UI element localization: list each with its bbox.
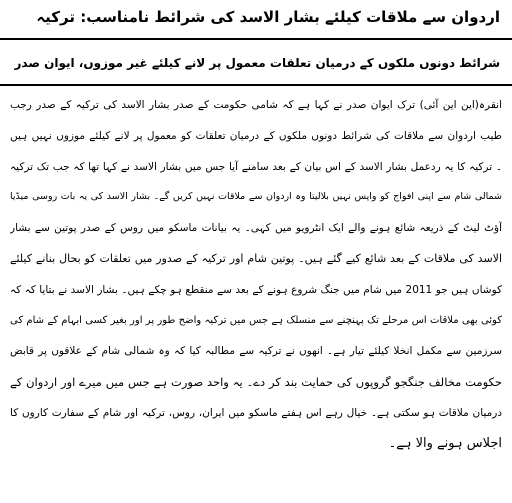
body-line: آؤٹ لیٹ کے ذریعہ شائع ہونے والے ایک انٹرویو میں کہی۔ یہ بیانات ماسکو میں روس کے صدر پوتین سے بشار [10,222,502,235]
body-divider [0,84,512,86]
body-line: کوئی بھی ملاقات اس مرحلے تک پہنچنے سے منسلک ہے جس میں ترکیہ واضح طور پر اور بغیر کسی ابہام کے شام کی [10,314,502,326]
article-body [10,90,502,460]
body-line: اجلاس ہونے والا ہے۔ [388,435,502,451]
body-line: درمیان ملاقات ہو سکتی ہے۔ خیال رہے اس ہفتے ماسکو میں ایران، روس، ترکیہ اور شام کے سفارت کاروں کا [10,406,502,419]
main-headline: اردوان سے ملاقات کیلئے بشار الاسد کی شرائط نامناسب: ترکیہ [36,8,500,26]
body-line: شمالی شام سے اپنی افواج کو واپس نہیں بلالیتا وہ اردوان سے ملاقات نہیں کریں گے۔ بشار الاسد کی یہ بات روسی میڈیا [10,191,502,203]
body-line: حکومت مخالف جنگجو گروپوں کی حمایت بند کر دے۔ یہ واحد صورت ہے جس میں میرے اور اردوان کے [10,375,502,390]
body-line: طیب اردوان سے ملاقات کی شرائط دونوں ملکوں کے درمیان تعلقات کو معمول پر لانے کیلئے موزوں نہیں ہیں [10,129,502,142]
body-line: سرزمین سے مکمل انخلا کیلئے تیار ہے۔ انھوں نے ترکیہ سے مطالبہ کیا کہ وہ شمالی شام کے علاقوں پر قابض [10,345,502,358]
body-line: انقرہ(این این آئی) ترک ایوان صدر نے کہا ہے کہ شامی حکومت کے صدر بشار الاسد کی ترکیہ کے صدر رجب [10,99,502,111]
body-line: کوشاں ہیں جو 2011 میں شام میں جنگ شروع ہونے کے بعد سے منقطع ہو چکے ہیں۔ بشار الاسد نے بتایا کہ کہ [10,283,502,296]
body-line: الاسد کی ملاقات کے بعد شائع کیے گئے ہیں۔ پوتین شام اور ترکیہ کے صدور میں تعلقات کو بحال بنانے کیلئے [10,251,502,265]
sub-headline: شرائط دونوں ملکوں کے درمیان تعلقات معمول پر لانے کیلئے غیر موزوں، ایوان صدر [14,56,500,70]
headline-divider [0,38,512,40]
body-line: ۔ ترکیہ کا یہ ردعمل بشار الاسد کے اس بیان کے بعد سامنے آیا جس میں بشار الاسد نے کہا تھا کہ جب تک ترکیہ [10,160,502,173]
